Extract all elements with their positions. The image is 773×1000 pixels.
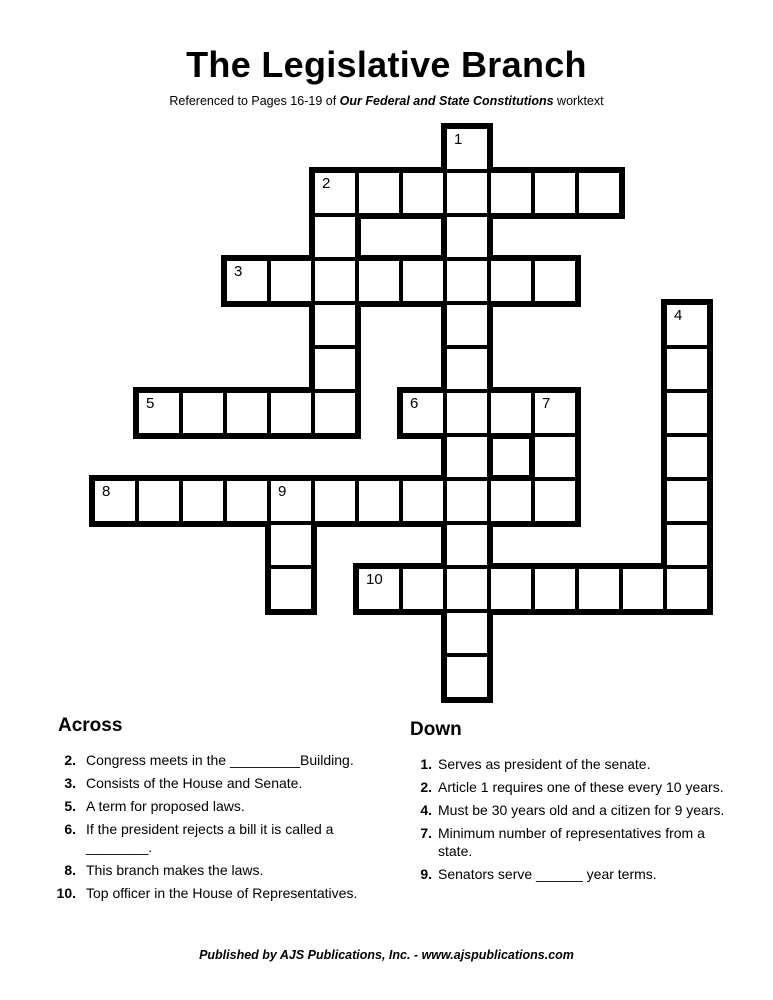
down-clues — [410, 719, 740, 888]
crossword-cell[interactable] — [445, 303, 489, 347]
crossword-cell[interactable] — [445, 391, 489, 435]
crossword-cell[interactable] — [313, 215, 357, 259]
clue-text: If the president rejects a bill it is called a ________. — [86, 821, 334, 855]
crossword-cell[interactable] — [445, 215, 489, 259]
crossword-cell[interactable] — [445, 171, 489, 215]
clue-number: 10. — [56, 885, 76, 901]
clue-text: A term for proposed laws. — [86, 798, 245, 814]
crossword-cell[interactable] — [445, 479, 489, 523]
clue-text: Must be 30 years old and a citizen for 9 years. — [438, 802, 725, 818]
page-title: The Legislative Branch — [186, 44, 587, 85]
crossword-cell[interactable] — [445, 655, 489, 699]
down-clue-7 — [410, 824, 740, 860]
crossword-cell[interactable] — [401, 479, 445, 523]
across-clue-8 — [58, 861, 398, 879]
subtitle-book-title: Our Federal and State Constitutions — [339, 94, 554, 108]
crossword-cell[interactable] — [357, 567, 401, 611]
crossword-cell[interactable] — [181, 479, 225, 523]
crossword-cell[interactable] — [445, 127, 489, 171]
crossword-cell[interactable] — [269, 479, 313, 523]
clue-text: Serves as president of the senate. — [438, 756, 651, 772]
crossword-cell[interactable] — [445, 523, 489, 567]
across-clue-2 — [58, 751, 398, 769]
clue-text: Senators serve ______ year terms. — [438, 866, 657, 882]
crossword-cell[interactable] — [401, 259, 445, 303]
crossword-cell[interactable] — [665, 479, 709, 523]
clue-number: 1. — [420, 756, 432, 772]
crossword-cell[interactable] — [489, 567, 533, 611]
cell-number: 8 — [102, 483, 111, 500]
crossword-cell[interactable] — [665, 523, 709, 567]
crossword-cell[interactable] — [269, 567, 313, 611]
crossword-cell[interactable] — [93, 479, 137, 523]
cell-number: 5 — [146, 395, 155, 412]
crossword-cell[interactable] — [621, 567, 665, 611]
clue-text: Consists of the House and Senate. — [86, 775, 303, 791]
cell-number: 1 — [454, 131, 463, 148]
crossword-cell[interactable] — [313, 347, 357, 391]
crossword-cell[interactable] — [665, 303, 709, 347]
cell-number: 6 — [410, 395, 419, 412]
crossword-cell[interactable] — [313, 171, 357, 215]
clue-number: 6. — [64, 821, 76, 837]
crossword-cell[interactable] — [313, 479, 357, 523]
down-clue-2 — [410, 778, 740, 796]
crossword-cell[interactable] — [269, 523, 313, 567]
clue-number: 2. — [64, 752, 76, 768]
crossword-cell[interactable] — [665, 391, 709, 435]
crossword-cell[interactable] — [489, 259, 533, 303]
crossword-cell[interactable] — [225, 259, 269, 303]
down-clue-1 — [410, 755, 740, 773]
cell-number: 3 — [234, 263, 243, 280]
crossword-cell[interactable] — [489, 479, 533, 523]
clue-number: 2. — [420, 779, 432, 795]
crossword-cell[interactable] — [137, 391, 181, 435]
crossword-cell[interactable] — [269, 391, 313, 435]
crossword-cell[interactable] — [445, 567, 489, 611]
crossword-cell[interactable] — [313, 303, 357, 347]
clue-number: 8. — [64, 862, 76, 878]
crossword-cell[interactable] — [357, 171, 401, 215]
down-clue-9 — [410, 865, 740, 883]
crossword-cell[interactable] — [445, 435, 489, 479]
clue-text: Minimum number of representatives from a state. — [438, 825, 705, 859]
crossword-cell[interactable] — [269, 259, 313, 303]
crossword-cell[interactable] — [665, 347, 709, 391]
crossword-cell[interactable] — [533, 259, 577, 303]
crossword-cell[interactable] — [445, 347, 489, 391]
cell-number: 7 — [542, 395, 551, 412]
clue-number: 5. — [64, 798, 76, 814]
across-clue-6 — [58, 820, 398, 856]
crossword-cell[interactable] — [225, 479, 269, 523]
subtitle-prefix: Referenced to Pages 16-19 of — [169, 94, 340, 108]
crossword-cell[interactable] — [533, 567, 577, 611]
crossword-cell[interactable] — [401, 391, 445, 435]
clue-number: 3. — [64, 775, 76, 791]
crossword-cell[interactable] — [665, 567, 709, 611]
crossword-cell[interactable] — [401, 567, 445, 611]
crossword-cell[interactable] — [665, 435, 709, 479]
clue-text: Article 1 requires one of these every 10 years. — [438, 779, 724, 795]
publisher-footer: Published by AJS Publications, Inc. - www.ajspublications.com — [199, 948, 574, 962]
across-clue-5 — [58, 797, 398, 815]
crossword-cell[interactable] — [137, 479, 181, 523]
crossword-cell[interactable] — [357, 479, 401, 523]
crossword-cell[interactable] — [401, 171, 445, 215]
crossword-cell[interactable] — [313, 391, 357, 435]
crossword-cell[interactable] — [489, 391, 533, 435]
clue-number: 9. — [420, 866, 432, 882]
cell-number: 10 — [366, 571, 383, 588]
crossword-cell[interactable] — [533, 171, 577, 215]
across-clue-10 — [58, 884, 398, 902]
crossword-cell[interactable] — [533, 435, 577, 479]
crossword-cell[interactable] — [489, 171, 533, 215]
crossword-cell[interactable] — [445, 259, 489, 303]
crossword-cell[interactable] — [533, 479, 577, 523]
clue-number: 4. — [420, 802, 432, 818]
cell-number: 4 — [674, 307, 683, 324]
clue-number: 7. — [420, 825, 432, 841]
crossword-cell[interactable] — [577, 171, 621, 215]
down-clue-4 — [410, 801, 740, 819]
cell-number: 2 — [322, 175, 331, 192]
clue-text: Top officer in the House of Representatives. — [86, 885, 358, 901]
down-heading: Down — [410, 719, 462, 740]
across-clues — [58, 715, 398, 907]
subtitle-suffix: worktext — [553, 94, 604, 108]
across-heading: Across — [58, 715, 123, 736]
crossword-cell[interactable] — [357, 259, 401, 303]
crossword-cell[interactable] — [445, 611, 489, 655]
crossword-cell[interactable] — [313, 259, 357, 303]
cell-number: 9 — [278, 483, 287, 500]
crossword-cell[interactable] — [533, 391, 577, 435]
across-clue-3 — [58, 774, 398, 792]
crossword-cell[interactable] — [225, 391, 269, 435]
crossword-cell[interactable] — [577, 567, 621, 611]
clue-text: This branch makes the laws. — [86, 862, 264, 878]
crossword-cell[interactable] — [181, 391, 225, 435]
clue-text: Congress meets in the _________Building. — [86, 752, 354, 768]
